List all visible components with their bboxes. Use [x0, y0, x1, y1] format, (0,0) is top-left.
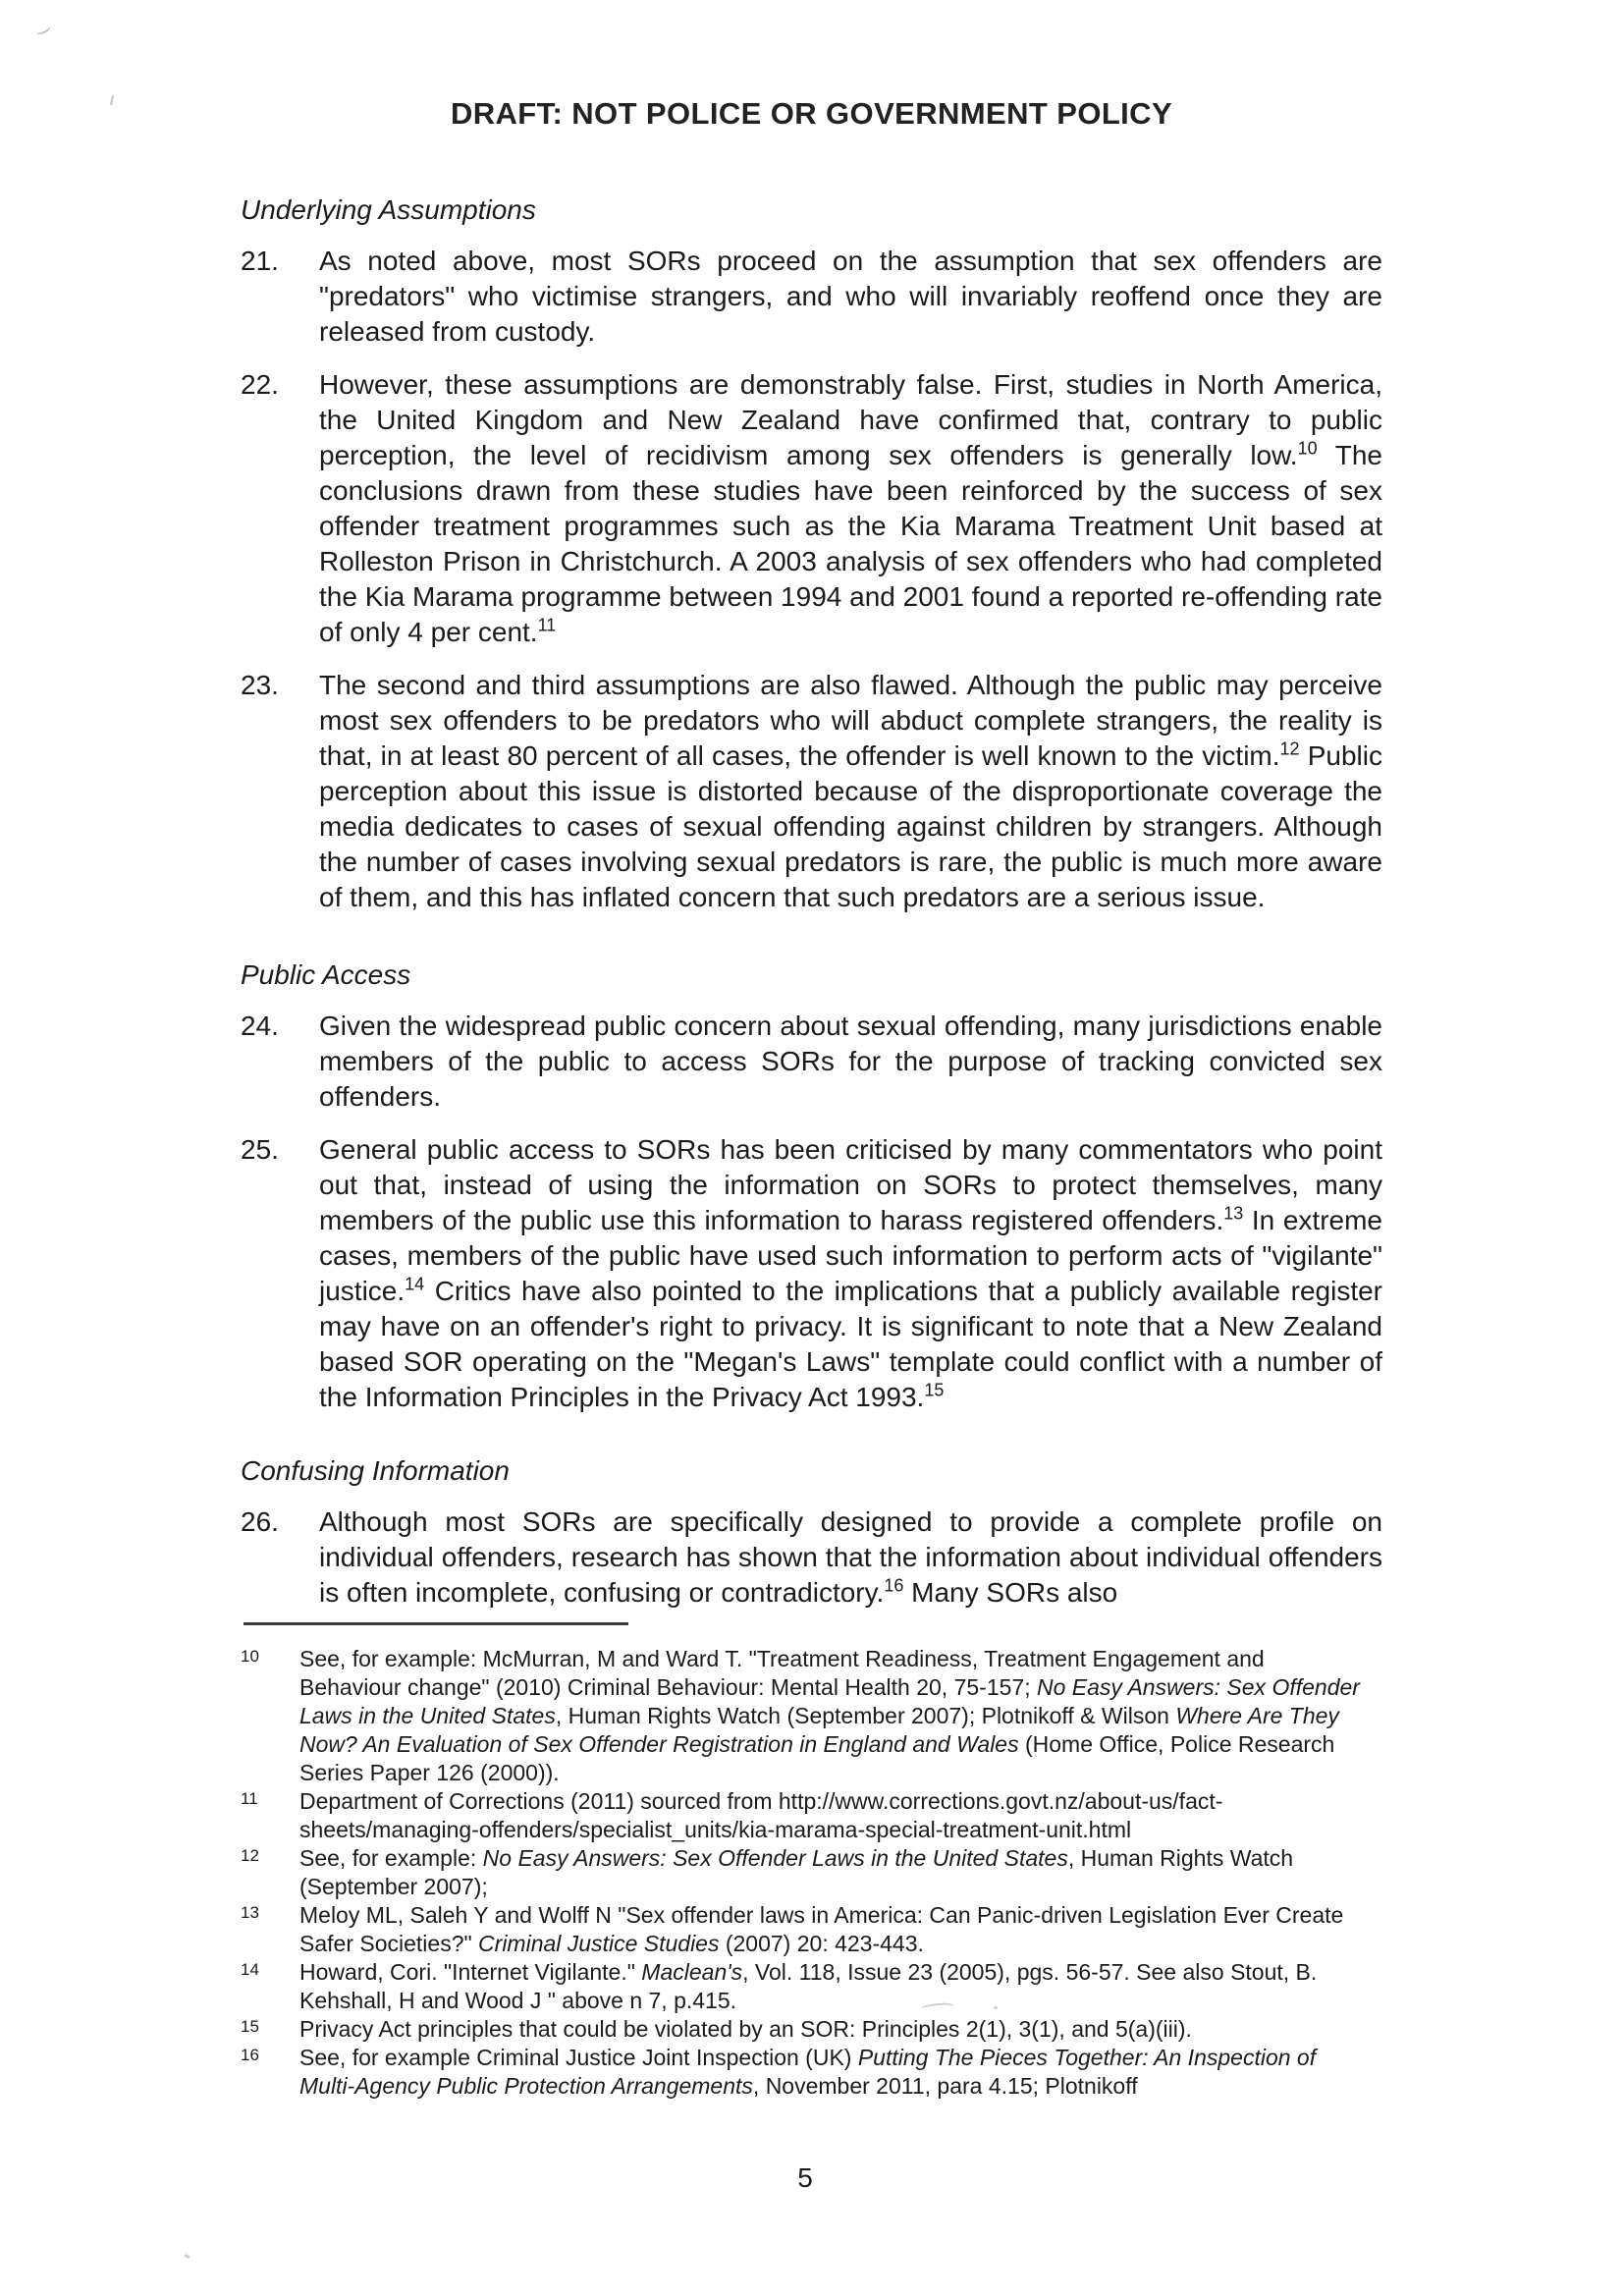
footnote-ref: 16 — [884, 1575, 904, 1596]
footnote-text: See, for example Criminal Justice Joint Inspection (UK) Putting The Pieces Together: An Inspection of Multi-Agency Public Protection Arrangements, November 2011, para 4.15; Plotnikoff — [299, 2045, 1317, 2099]
page-number: 5 — [797, 2162, 813, 2193]
footnote-16 — [241, 2044, 1370, 2101]
footnote-number: 11 — [241, 1789, 258, 1808]
paragraph-number: 25. — [241, 1134, 279, 1165]
paragraph-text: As noted above, most SORs proceed on the assumption that sex offenders are "predators" who victimise strangers, and who will invariably reoffend once they are released from custody. — [319, 246, 1382, 347]
paragraph-text: The second and third assumptions are also flawed. Although the public may perceive most sex offenders to be predators who will abduct complete strangers, the reality is that, in at least 80 percent of all cases, the offender is well known to the victim.$^{12}$ Public perception about this issue is distorted because of the disproportionate coverage the media dedicates to cases of sexual offending against children by strangers. Although the number of cases involving sexual predators is rare, the public is much more aware of them, and this has inflated concern that such predators are a serious issue. — [319, 670, 1382, 912]
footnote-ref: 13 — [1223, 1203, 1244, 1224]
footnotes-section — [241, 1622, 1370, 2101]
paragraph-26 — [241, 1504, 1382, 1611]
scan-artifact — [185, 2254, 190, 2259]
footnote-12 — [241, 1844, 1370, 1901]
paragraph-25 — [241, 1132, 1382, 1415]
section-confusing-information — [241, 1453, 1382, 1628]
paragraph-21 — [241, 244, 1382, 350]
footnote-13 — [241, 1901, 1370, 1958]
footnote-ref: 15 — [924, 1380, 945, 1400]
footnote-ref: 14 — [405, 1274, 425, 1294]
footnote-ref: 10 — [1297, 438, 1318, 459]
paragraph-text: General public access to SORs has been criticised by many commentators who point out that, instead of using the information on SORs to protect themselves, many members of the public use this information to harass registered offenders.$^{13}$ In extreme cases, members of the public have used such information to perform acts of "vigilante" justice.$^{14}$ Critics have also pointed to the implications that a publicly available register may have on an offender's right to privacy. It is significant to note that a New Zealand based SOR operating on the "Megan's Laws" template could conflict with a number of the Information Principles in the Privacy Act 1993.15 — [319, 1134, 1382, 1412]
footnote-ref: 12 — [1279, 738, 1300, 759]
footnote-number: 10 — [241, 1647, 259, 1666]
footnote-number: 13 — [241, 1903, 259, 1922]
footnote-number: 14 — [241, 1960, 259, 1979]
footnote-text: Department of Corrections (2011) sourced from http://www.corrections.govt.nz/about-us/fact-sheets/managing-offenders/specialist_units/kia-marama-special-treatment-unit.html — [299, 1788, 1223, 1842]
footnote-text: Privacy Act principles that could be violated by an SOR: Principles 2(1), 3(1), and 5(a)(iii). — [299, 2016, 1192, 2042]
section-public-access — [241, 957, 1382, 1433]
paragraph-number: 22. — [241, 369, 279, 400]
paragraph-number: 23. — [241, 670, 279, 700]
paragraph-text: Although most SORs are specifically designed to provide a complete profile on individual offenders, research has shown that the information about individual offenders is often incomplete, confusing or contradictory.$^{16}$ Many SORs also — [319, 1506, 1382, 1608]
paragraph-number: 24. — [241, 1011, 279, 1041]
paragraph-text: Given the widespread public concern about sexual offending, many jurisdictions enable members of the public to access SORs for the purpose of tracking convicted sex offenders. — [319, 1011, 1382, 1112]
paragraph-number: 21. — [241, 246, 279, 276]
footnote-15 — [241, 2015, 1370, 2044]
paragraph-23 — [241, 668, 1382, 915]
scan-artifact — [34, 23, 52, 36]
paragraph-text: However, these assumptions are demonstrably false. First, studies in North America, the United Kingdom and New Zealand have confirmed that, contrary to public perception, the level of recidivism among sex offenders is generally low.$^{10}$ The conclusions drawn from these studies have been reinforced by the success of sex offender treatment programmes such as the Kia Marama Treatment Unit based at Rolleston Prison in Christchurch. A 2003 analysis of sex offenders who had completed the Kia Marama programme between 1994 and 2001 found a reported re-offending rate of only 4 per cent.$^{11}$ — [319, 369, 1382, 647]
footnote-text: See, for example: McMurran, M and Ward T. "Treatment Readiness, Treatment Engagement and Behaviour change" (2010) Criminal Behaviour: Mental Health 20, 75-157; No Easy Answers: Sex Offender Laws in the United States, Human Rights Watch (September 2007); Plotnikoff & Wilson Where Are They Now? An Evaluation of Sex Offender Registration in England and Wales (Home Office, Police Research Series Paper 126 (2000)). — [299, 1646, 1360, 1785]
footnote-11 — [241, 1787, 1370, 1844]
footnote-text: Meloy ML, Saleh Y and Wolff N "Sex offender laws in America: Can Panic-driven Legislation Ever Create Safer Societies?" Criminal Justice Studies (2007) 20: 423-443. — [299, 1902, 1344, 1956]
footnote-text: See, for example: No Easy Answers: Sex Offender Laws in the United States, Human Rights Watch (September 2007); — [299, 1845, 1294, 1899]
footnote-number: 15 — [241, 2017, 259, 2036]
page-title: DRAFT: NOT POLICE OR GOVERNMENT POLICY — [450, 96, 1173, 131]
paragraph-22 — [241, 367, 1382, 650]
paragraph-number: 26. — [241, 1506, 279, 1537]
footnote-ref: 11 — [537, 615, 557, 635]
section-underlying-assumptions — [241, 192, 1382, 933]
footnote-14 — [241, 1958, 1370, 2015]
section-heading-confusing-information: Confusing Information — [241, 1455, 510, 1486]
footnote-10 — [241, 1645, 1370, 1787]
footnote-divider — [243, 1622, 628, 1625]
footnote-text: Howard, Cori. "Internet Vigilante." Maclean's, Vol. 118, Issue 23 (2005), pgs. 56-57. See also Stout, B. Kehshall, H and Wood J " above n 7, p.415. — [299, 1959, 1318, 2013]
section-heading-public-access: Public Access — [241, 959, 411, 990]
section-heading-underlying-assumptions: Underlying Assumptions — [241, 194, 536, 225]
footnote-number: 16 — [241, 2046, 259, 2064]
footnote-number: 12 — [241, 1846, 259, 1865]
paragraph-24 — [241, 1009, 1382, 1115]
